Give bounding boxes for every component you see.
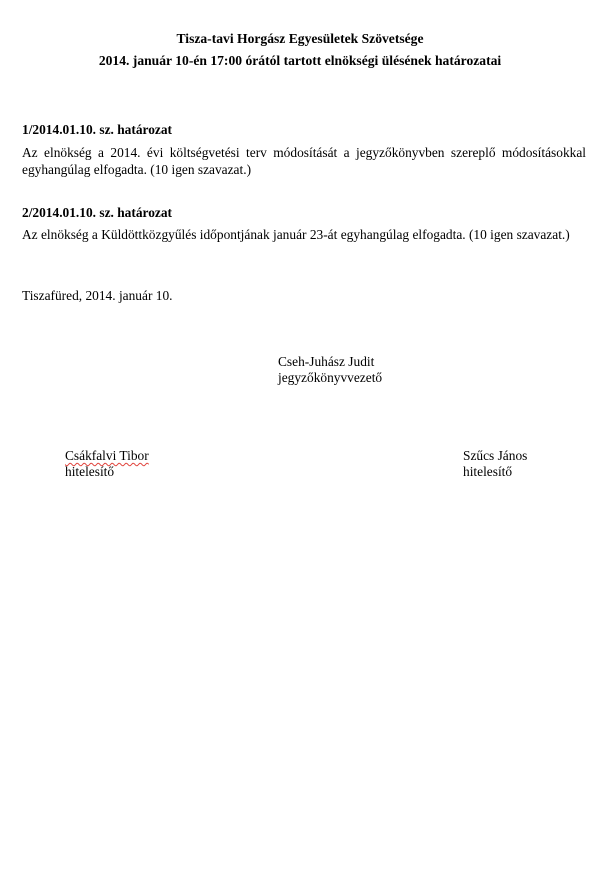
authenticator-left-role: hitelesítő [65,464,115,479]
authenticator-right-name: Szűcs János [463,448,528,463]
resolution-2-text: Az elnökség a Küldöttközgyűlés időpontjának január 23-át egyhangúlag elfogadta. (10 igen szavazat.) [22,227,570,242]
authenticator-right-role: hitelesítő [463,464,513,479]
recorder-signature-block [278,354,382,386]
resolution-2-heading: 2/2014.01.10. sz. határozat [22,205,173,220]
authenticator-right-signature-block [463,448,527,480]
resolution-1-heading: 1/2014.01.10. sz. határozat [22,122,173,137]
resolution-1-text: Az elnökség a 2014. évi költségvetési terv módosítását a jegyzőkönyvben szereplő módosításokkal egyhangúlag elfogadta. (10 igen szavazat.) [22,145,586,177]
organization-title: Tisza-tavi Horgász Egyesületek Szövetsége [176,31,424,46]
meeting-title: 2014. január 10-én 17:00 órától tartott elnökségi ülésének határozatai [98,53,502,68]
place-and-date: Tiszafüred, 2014. január 10. [22,288,173,303]
authenticator-left-signature-block [65,448,149,480]
authenticator-left-name: Csákfalvi Tibor [65,448,149,463]
recorder-role: jegyzőkönyvvezető [278,370,383,385]
recorder-name: Cseh-Juhász Judit [278,354,375,369]
